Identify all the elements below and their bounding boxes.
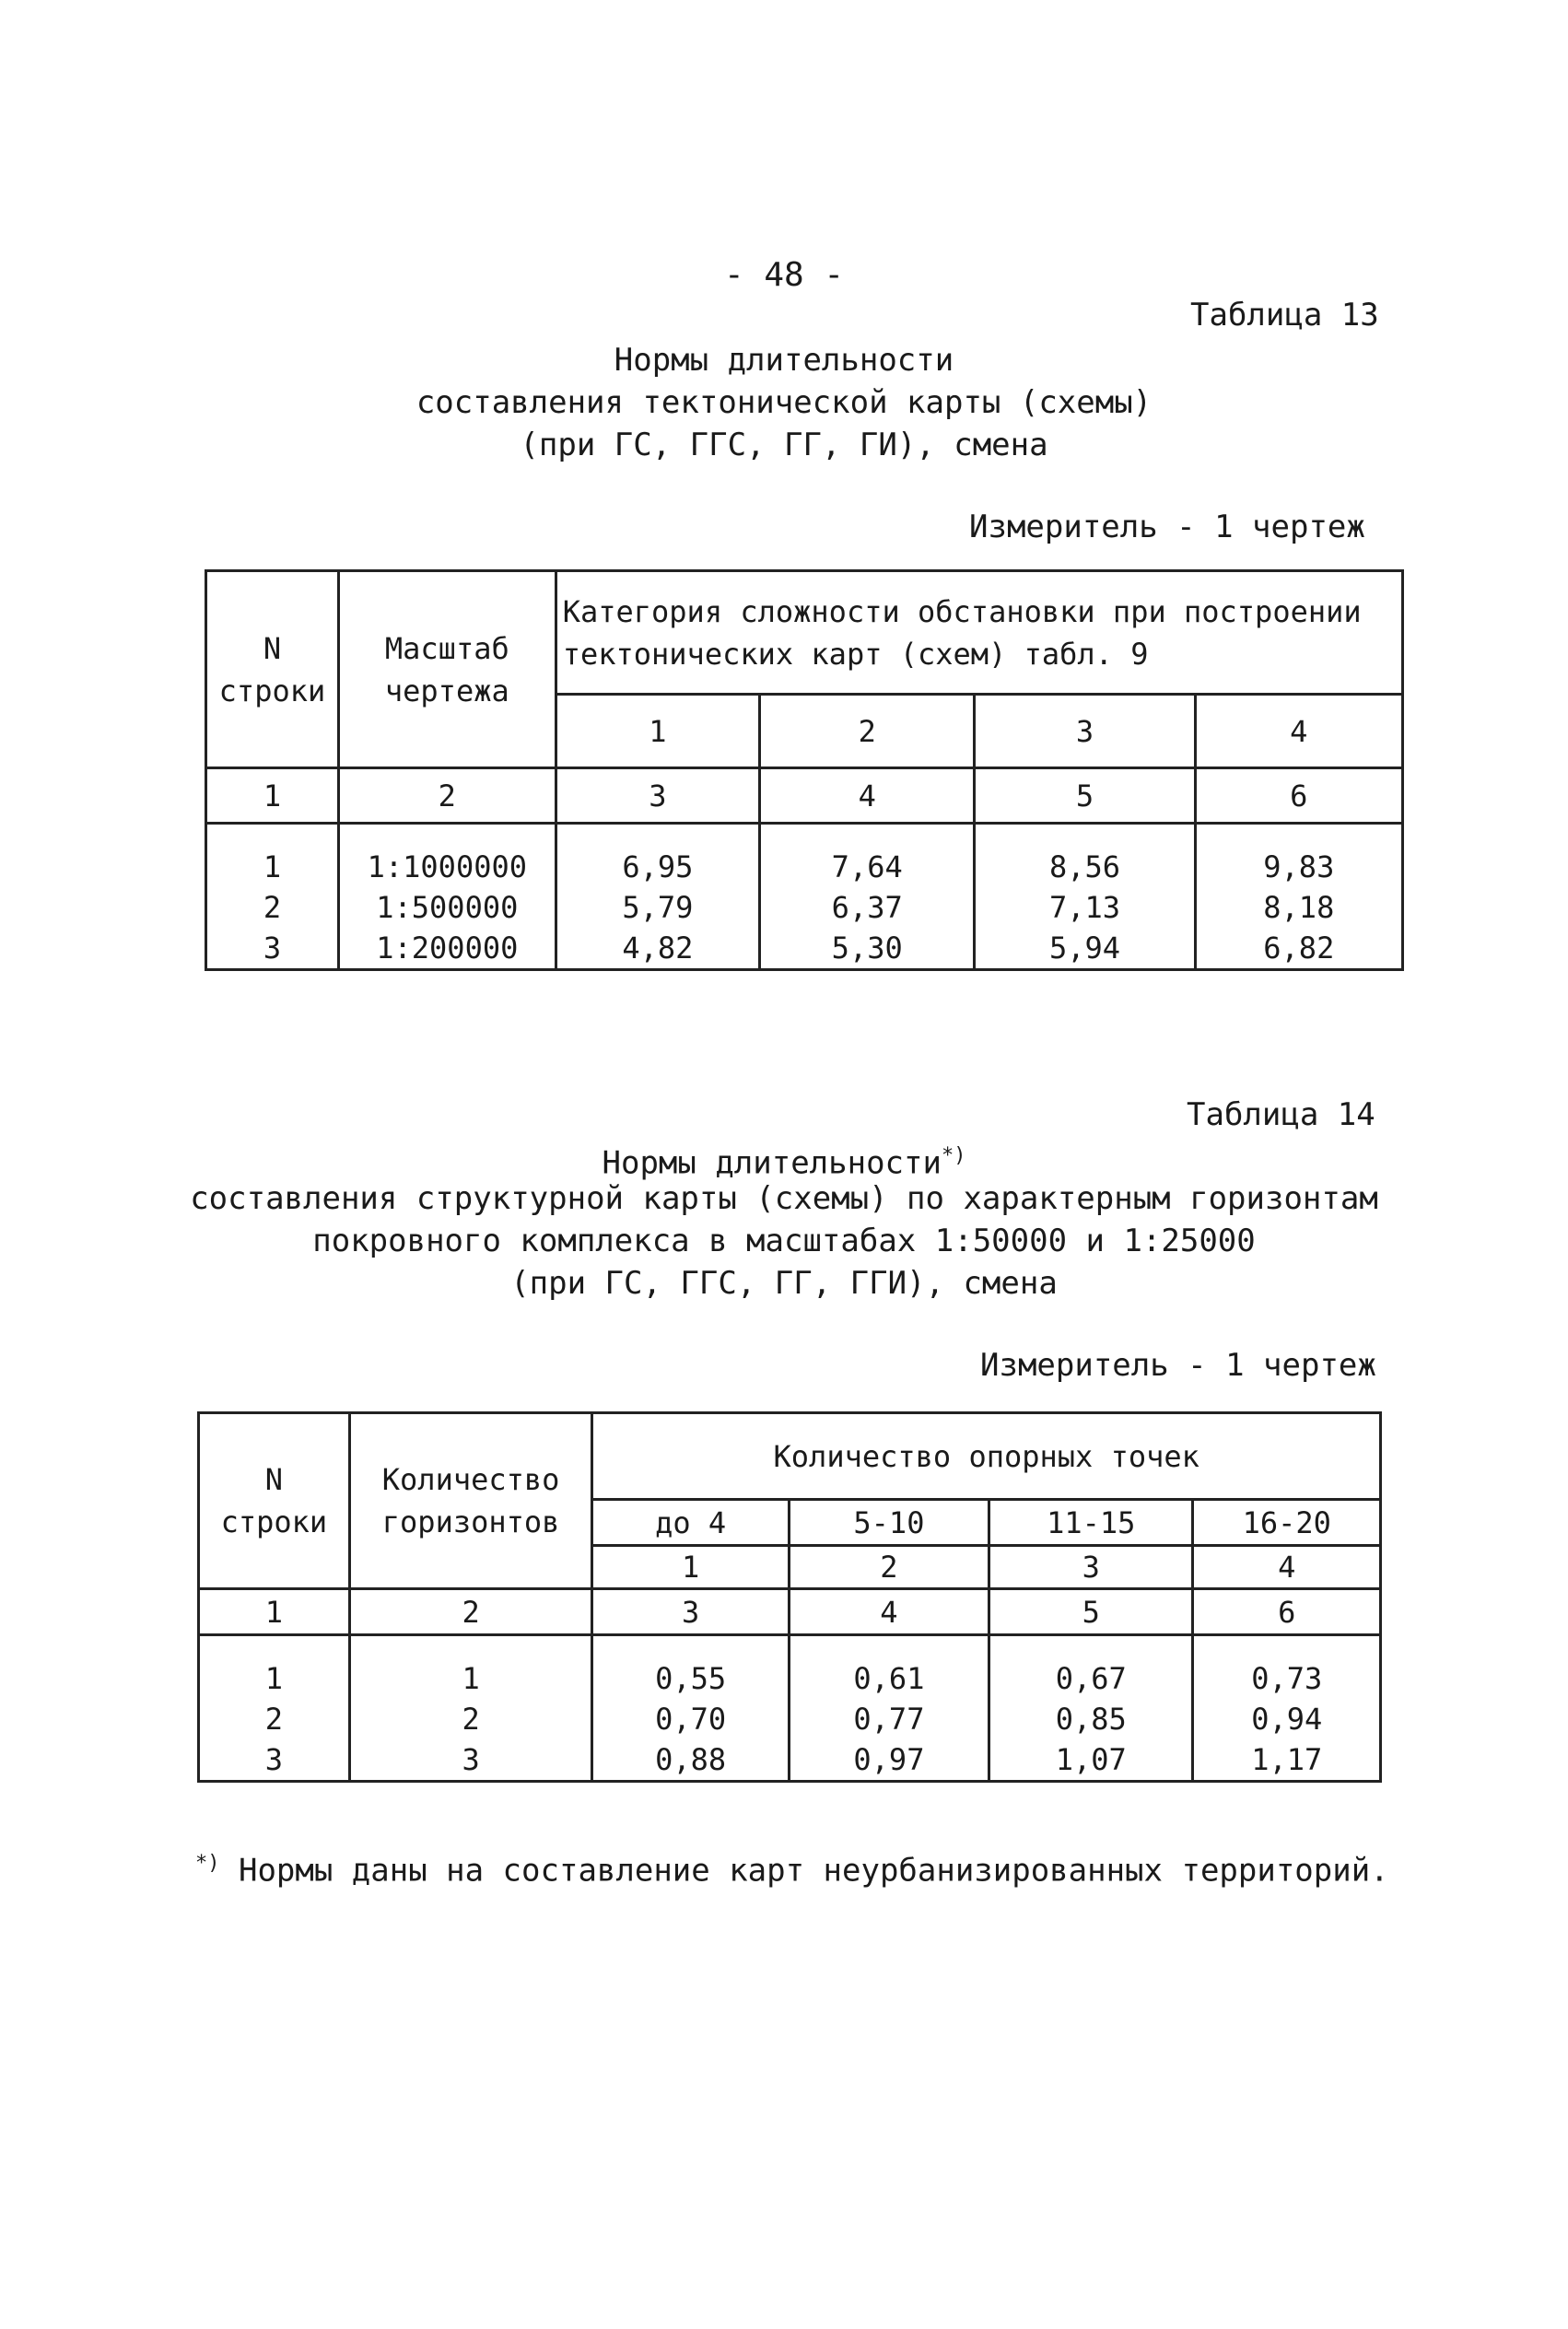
table14-title-mark: *) [941,1144,966,1167]
table13-title-line2: составления тектонической карты (схемы) [415,384,1153,421]
table14-cell: 0,97 [789,1739,989,1782]
table14-label: Таблица 14 [1187,1096,1375,1133]
table13-title-line3: (при ГС, ГГС, ГГ, ГИ), смена [520,427,1048,463]
table13-cell: 8,18 [1195,887,1402,928]
table13-category-2: 2 [760,695,975,768]
table14-cell: 1,07 [989,1739,1193,1782]
table14-header-horizons: Количество горизонтов [349,1413,592,1589]
table13-cell: 8,56 [975,847,1195,887]
table13-cell: 6,82 [1195,928,1402,970]
table13-row-n: 3 [206,928,339,970]
table14-range: 16-20 [1193,1500,1381,1546]
table-row [206,847,1403,887]
table13-cell: 5,79 [556,887,759,928]
table14-colnum: 1 [199,1589,350,1635]
table13-cell: 6,95 [556,847,759,887]
table13-colnum: 6 [1195,768,1402,824]
table14-header-row-no: N строки [199,1413,350,1589]
table13-cell: 5,30 [760,928,975,970]
table14-colnum: 6 [1193,1589,1381,1635]
table13-label: Таблица 13 [1190,297,1379,334]
page-number: - 48 - [723,256,845,294]
table14-range: 11-15 [989,1500,1193,1546]
table14-row-h: 2 [349,1699,592,1739]
table14-colnum: 5 [989,1589,1193,1635]
table13-cell: 5,94 [975,928,1195,970]
table14-header-points: Количество опорных точек [592,1413,1381,1500]
table14-colnum: 2 [349,1589,592,1635]
footnote-mark: *) [195,1852,220,1875]
table14-measure: Измеритель - 1 чертеж [980,1347,1376,1384]
table13-cell: 4,82 [556,928,759,970]
footnote-text: Нормы даны на составление карт неурбанизированных территорий. [238,1852,1389,1890]
table14-colnum: 4 [789,1589,989,1635]
table13-row-scale: 1:1000000 [338,847,556,887]
table13-cell: 9,83 [1195,847,1402,887]
table14-title-text: Нормы длительности [602,1144,942,1182]
table13-colnum: 1 [206,768,339,824]
table13-header-row-no: N строки [206,571,339,768]
table14-cell: 0,85 [989,1699,1193,1739]
table14-cell: 0,88 [592,1739,789,1782]
table13-colnum: 5 [975,768,1195,824]
table13-colnum: 2 [338,768,556,824]
footnote [195,1852,1389,1889]
table13-row-scale: 1:200000 [338,928,556,970]
table14-range-number: 3 [989,1546,1193,1589]
table-row [199,1658,1381,1699]
table14-cell: 1,17 [1193,1739,1381,1782]
table-row [206,887,1403,928]
table14-range-number: 2 [789,1546,989,1589]
table13-header-category: Категория сложности обстановки при построении тектонических карт (схем) табл. 9 [556,571,1402,695]
table-row [199,1739,1381,1782]
table14-row-h: 1 [349,1658,592,1699]
table13-colnum: 4 [760,768,975,824]
table13-measure: Измеритель - 1 чертеж [969,509,1365,545]
table14-title-line4: (при ГС, ГГС, ГГ, ГГИ), смена [510,1265,1058,1302]
table13-title-line1: Нормы длительности [614,342,954,379]
table-row [206,928,1403,970]
table14-cell: 0,61 [789,1658,989,1699]
table13-row-n: 1 [206,847,339,887]
table13-cell: 7,64 [760,847,975,887]
table13-colnum: 3 [556,768,759,824]
table14-cell: 0,77 [789,1699,989,1739]
table14-cell: 0,94 [1193,1699,1381,1739]
table14-row-n: 2 [199,1699,350,1739]
table13-header-scale: Масштаб чертежа [338,571,556,768]
table14-colnum: 3 [592,1589,789,1635]
table14-cell: 0,70 [592,1699,789,1739]
table14-row-h: 3 [349,1739,592,1782]
table-row [199,1699,1381,1739]
table14-range: до 4 [592,1500,789,1546]
table14-range: 5-10 [789,1500,989,1546]
table14-title-line3: покровного комплекса в масштабах 1:50000 и 1:25000 [312,1223,1256,1259]
table14-range-number: 1 [592,1546,789,1589]
table14 [197,1411,1382,1783]
table13-row-n: 2 [206,887,339,928]
table13-category-4: 4 [1195,695,1402,768]
table13-category-1: 1 [556,695,759,768]
table13-category-3: 3 [975,695,1195,768]
table14-cell: 0,67 [989,1658,1193,1699]
table14-row-n: 3 [199,1739,350,1782]
table13 [205,569,1404,971]
table13-cell: 6,37 [760,887,975,928]
table14-cell: 0,73 [1193,1658,1381,1699]
table14-title-line2: составления структурной карты (схемы) по характерным горизонтам [190,1180,1378,1217]
table14-range-number: 4 [1193,1546,1381,1589]
table13-row-scale: 1:500000 [338,887,556,928]
table14-cell: 0,55 [592,1658,789,1699]
table14-row-n: 1 [199,1658,350,1699]
table13-cell: 7,13 [975,887,1195,928]
